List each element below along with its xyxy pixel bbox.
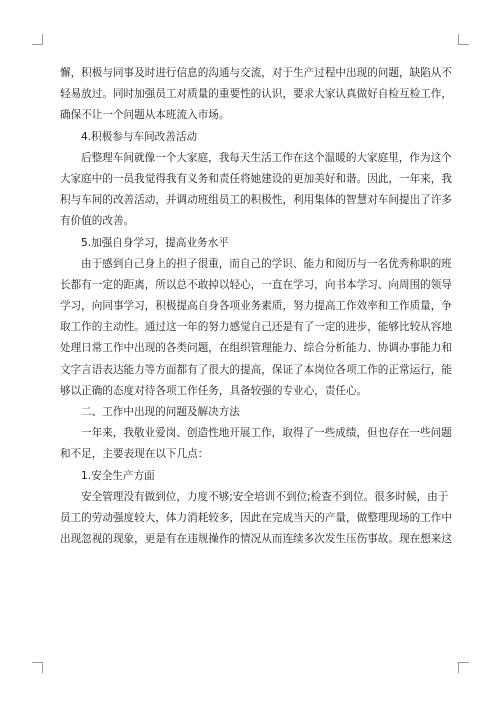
body-line: 懈，积极与同事及时进行信息的沟通与交流，对于生产过程中出现的问题，缺陷从不 bbox=[60, 67, 452, 79]
body-line: 学习，向同事学习，积极提高自身各项业务素质，努力提高工作效率和工作质量，争 bbox=[60, 300, 452, 313]
section-heading: 4.积极参与车间改善活动 bbox=[81, 130, 198, 143]
section-heading: 5.加强自身学习，提高业务水平 bbox=[81, 236, 229, 249]
body-line: 一年来，我敬业爱岗、创造性地开展工作，取得了一些成绩，但也存在一些问题 bbox=[81, 427, 452, 440]
body-line: 长都有一定的距离，所以总不敢掉以轻心，一直在学习，向书本学习、向周围的领导 bbox=[60, 278, 452, 291]
body-line: 文字言语表达能力等方面都有了很大的提高，保证了本岗位各项工作的正常运行，能 bbox=[60, 363, 452, 376]
body-line: 积与车间的改善活动，并调动班组员工的积极性，利用集体的智慧对车间提出了许多 bbox=[60, 194, 452, 207]
crop-mark-top-left bbox=[32, 34, 43, 45]
body-line: 由于感到自己身上的担子很重，而自己的学识、能力和阅历与一名优秀称职的班 bbox=[81, 257, 452, 270]
body-line: 后整理车间就像一个大家庭，我每天生活工作在这个温暖的大家庭里，作为这个 bbox=[81, 151, 452, 164]
crop-mark-bottom-left bbox=[32, 662, 43, 673]
body-line: 员工的劳动强度较大，体力消耗较多，因此在完成当天的产量，做整理现场的工作中 bbox=[60, 511, 452, 524]
body-line: 出现忽视的现象，更是有在违规操作的情况从而连续多次发生压伤事故。现在想来这 bbox=[60, 533, 452, 546]
body-line: 轻易放过。同时加强员工对质量的重要性的认识，要求大家认真做好自检互检工作， bbox=[60, 88, 452, 101]
body-line: 取工作的主动性。通过这一年的努力感觉自己还是有了一定的进步，能够比较从容地 bbox=[60, 321, 452, 334]
document-page bbox=[60, 63, 452, 550]
section-heading: 1.安全生产方面 bbox=[81, 469, 155, 482]
section-heading: 二、工作中出现的问题及解决方法 bbox=[81, 406, 240, 418]
body-line: 安全管理没有做到位，力度不够;安全培训不到位;检查不到位。很多时候，由于 bbox=[81, 490, 449, 503]
body-line: 大家庭中的一员我觉得我有义务和责任将她建设的更加美好和谐。因此，一年来，我 bbox=[60, 172, 452, 185]
crop-mark-bottom-right bbox=[458, 662, 469, 673]
body-line: 够以正确的态度对待各项工作任务，具备较强的专业心，责任心。 bbox=[60, 384, 368, 397]
body-line: 处理日常工作中出现的各类问题，在组织管理能力、综合分析能力、协调办事能力和 bbox=[60, 342, 452, 355]
body-line: 和不足，主要表现在以下几点： bbox=[60, 448, 209, 461]
body-line: 有价值的改善。 bbox=[60, 215, 135, 228]
crop-mark-top-right bbox=[458, 34, 469, 45]
body-line: 确保不让一个问题从本班流入市场。 bbox=[60, 109, 230, 122]
